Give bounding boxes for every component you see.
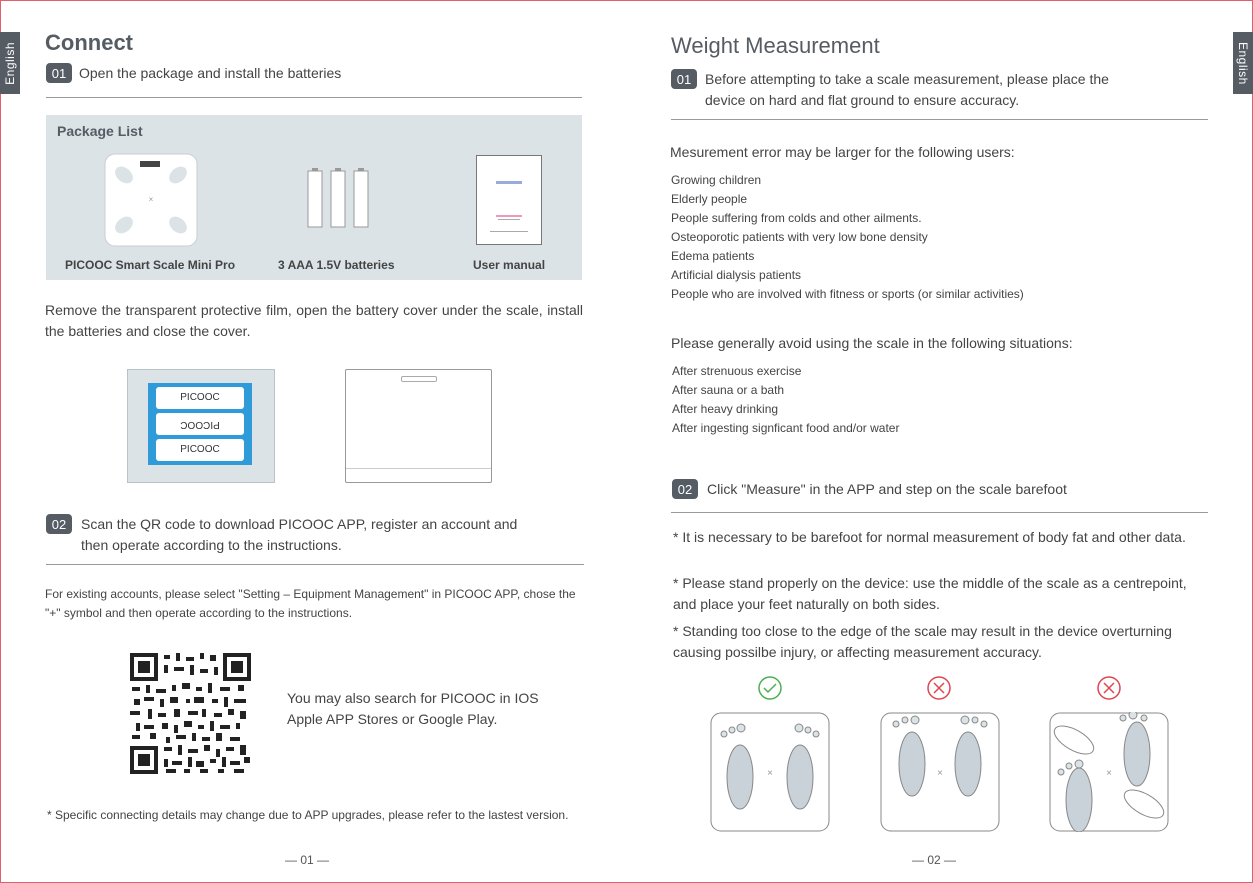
cover-edge xyxy=(346,468,491,469)
batteries-illustration xyxy=(307,167,369,229)
step2-text-line1: Scan the QR code to download PICOOC APP, register an account and xyxy=(81,516,518,532)
language-tab-left: English xyxy=(0,32,20,94)
wrong-stance-diagram-1 xyxy=(880,712,1000,832)
step-badge-02-right: 02 xyxy=(672,479,698,499)
svg-text:×: × xyxy=(1106,768,1112,779)
footnote: * Specific connecting details may change due to APP upgrades, please refer to the lastest version. xyxy=(47,808,569,822)
step2-text-line2: then operate according to the instructions. xyxy=(81,537,342,553)
avoid-situations-list xyxy=(672,362,899,438)
avoid-heading: Please generally avoid using the scale in the following situations: xyxy=(671,335,1073,351)
step-badge-02: 02 xyxy=(46,514,72,534)
battery-1: PICOOC xyxy=(156,387,244,409)
divider xyxy=(671,512,1208,513)
connect-title: Connect xyxy=(45,30,133,55)
package-item-batteries: 3 AAA 1.5V batteries xyxy=(278,258,395,272)
step-badge-01: 01 xyxy=(46,63,72,83)
package-item-manual: User manual xyxy=(473,258,546,272)
list-item: After ingesting signficant food and/or water xyxy=(672,421,900,435)
note-barefoot: * It is necessary to be barefoot for normal measurement of body fat and other data. xyxy=(673,529,1186,545)
note-edge-warning: * Standing too close to the edge of the scale may result in the device overturning causing possilbe injury, or affecting measurement accuracy. xyxy=(673,623,1172,660)
scale-illustration xyxy=(104,153,198,247)
list-item: After heavy drinking xyxy=(672,402,779,416)
cross-icon xyxy=(1097,676,1121,700)
right-step1-line2: device on hard and flat ground to ensure accuracy. xyxy=(705,92,1020,108)
check-icon xyxy=(758,676,782,700)
package-list-panel xyxy=(46,115,582,280)
app-search-line2: Apple APP Stores or Google Play. xyxy=(287,711,498,727)
list-item: Osteoporotic patients with very low bone density xyxy=(671,230,928,244)
battery-compartment-illustration xyxy=(127,369,275,483)
battery-tray xyxy=(148,383,252,465)
page-number-left: — 01 — xyxy=(285,853,330,867)
language-tab-right: English xyxy=(1233,32,1253,94)
battery-instruction: Remove the transparent protective film, open the battery cover under the scale, install the batteries and close the cover. xyxy=(45,302,583,339)
divider xyxy=(671,119,1208,120)
qr-code[interactable] xyxy=(130,653,251,774)
right-step1-line1: Before attempting to take a scale measurement, please place the xyxy=(705,71,1109,87)
user-manual-illustration xyxy=(476,155,542,245)
battery-3: PICOOC xyxy=(156,439,244,461)
note-stand-properly: * Please stand properly on the device: use the middle of the scale as a centrepoint, and place your feet naturally on both sides. xyxy=(673,575,1187,612)
weight-measurement-title: Weight Measurement xyxy=(671,33,880,58)
list-item: People who are involved with fitness or sports (or similar activities) xyxy=(671,287,1024,301)
page-number-right: — 02 — xyxy=(912,853,957,867)
divider xyxy=(46,97,582,98)
svg-text:×: × xyxy=(937,768,943,779)
battery-cover-closed-illustration xyxy=(345,369,492,483)
list-item: Elderly people xyxy=(671,192,748,206)
error-heading: Mesurement error may be larger for the following users: xyxy=(670,144,1015,160)
step-badge-01-right: 01 xyxy=(671,69,697,89)
svg-text:×: × xyxy=(767,768,773,779)
existing-accounts-text: For existing accounts, please select "Setting – Equipment Management" in PICOOC APP, chose the "+" symbol and then operate according to the instructions. xyxy=(45,587,576,620)
list-item: People suffering from colds and other ailments. xyxy=(671,211,922,225)
app-search-line1: You may also search for PICOOC in IOS xyxy=(287,690,539,706)
list-item: After strenuous exercise xyxy=(672,364,802,378)
wrong-stance-diagram-2 xyxy=(1049,712,1169,832)
svg-text:×: × xyxy=(148,195,154,204)
divider xyxy=(46,564,584,565)
cross-icon xyxy=(927,676,951,700)
list-item: After sauna or a bath xyxy=(672,383,785,397)
list-item: Artificial dialysis patients xyxy=(671,268,802,282)
package-list-title: Package List xyxy=(57,123,143,139)
step1-text: Open the package and install the batteries xyxy=(79,65,342,81)
cover-latch xyxy=(401,376,437,382)
correct-stance-diagram xyxy=(710,712,830,832)
list-item: Growing children xyxy=(671,173,762,187)
right-step2-text: Click "Measure" in the APP and step on the scale barefoot xyxy=(707,481,1067,497)
battery-2: PICOOC xyxy=(156,413,244,435)
list-item: Edema patients xyxy=(671,249,755,263)
package-item-scale: PICOOC Smart Scale Mini Pro xyxy=(65,258,236,272)
error-users-list xyxy=(671,171,1024,304)
